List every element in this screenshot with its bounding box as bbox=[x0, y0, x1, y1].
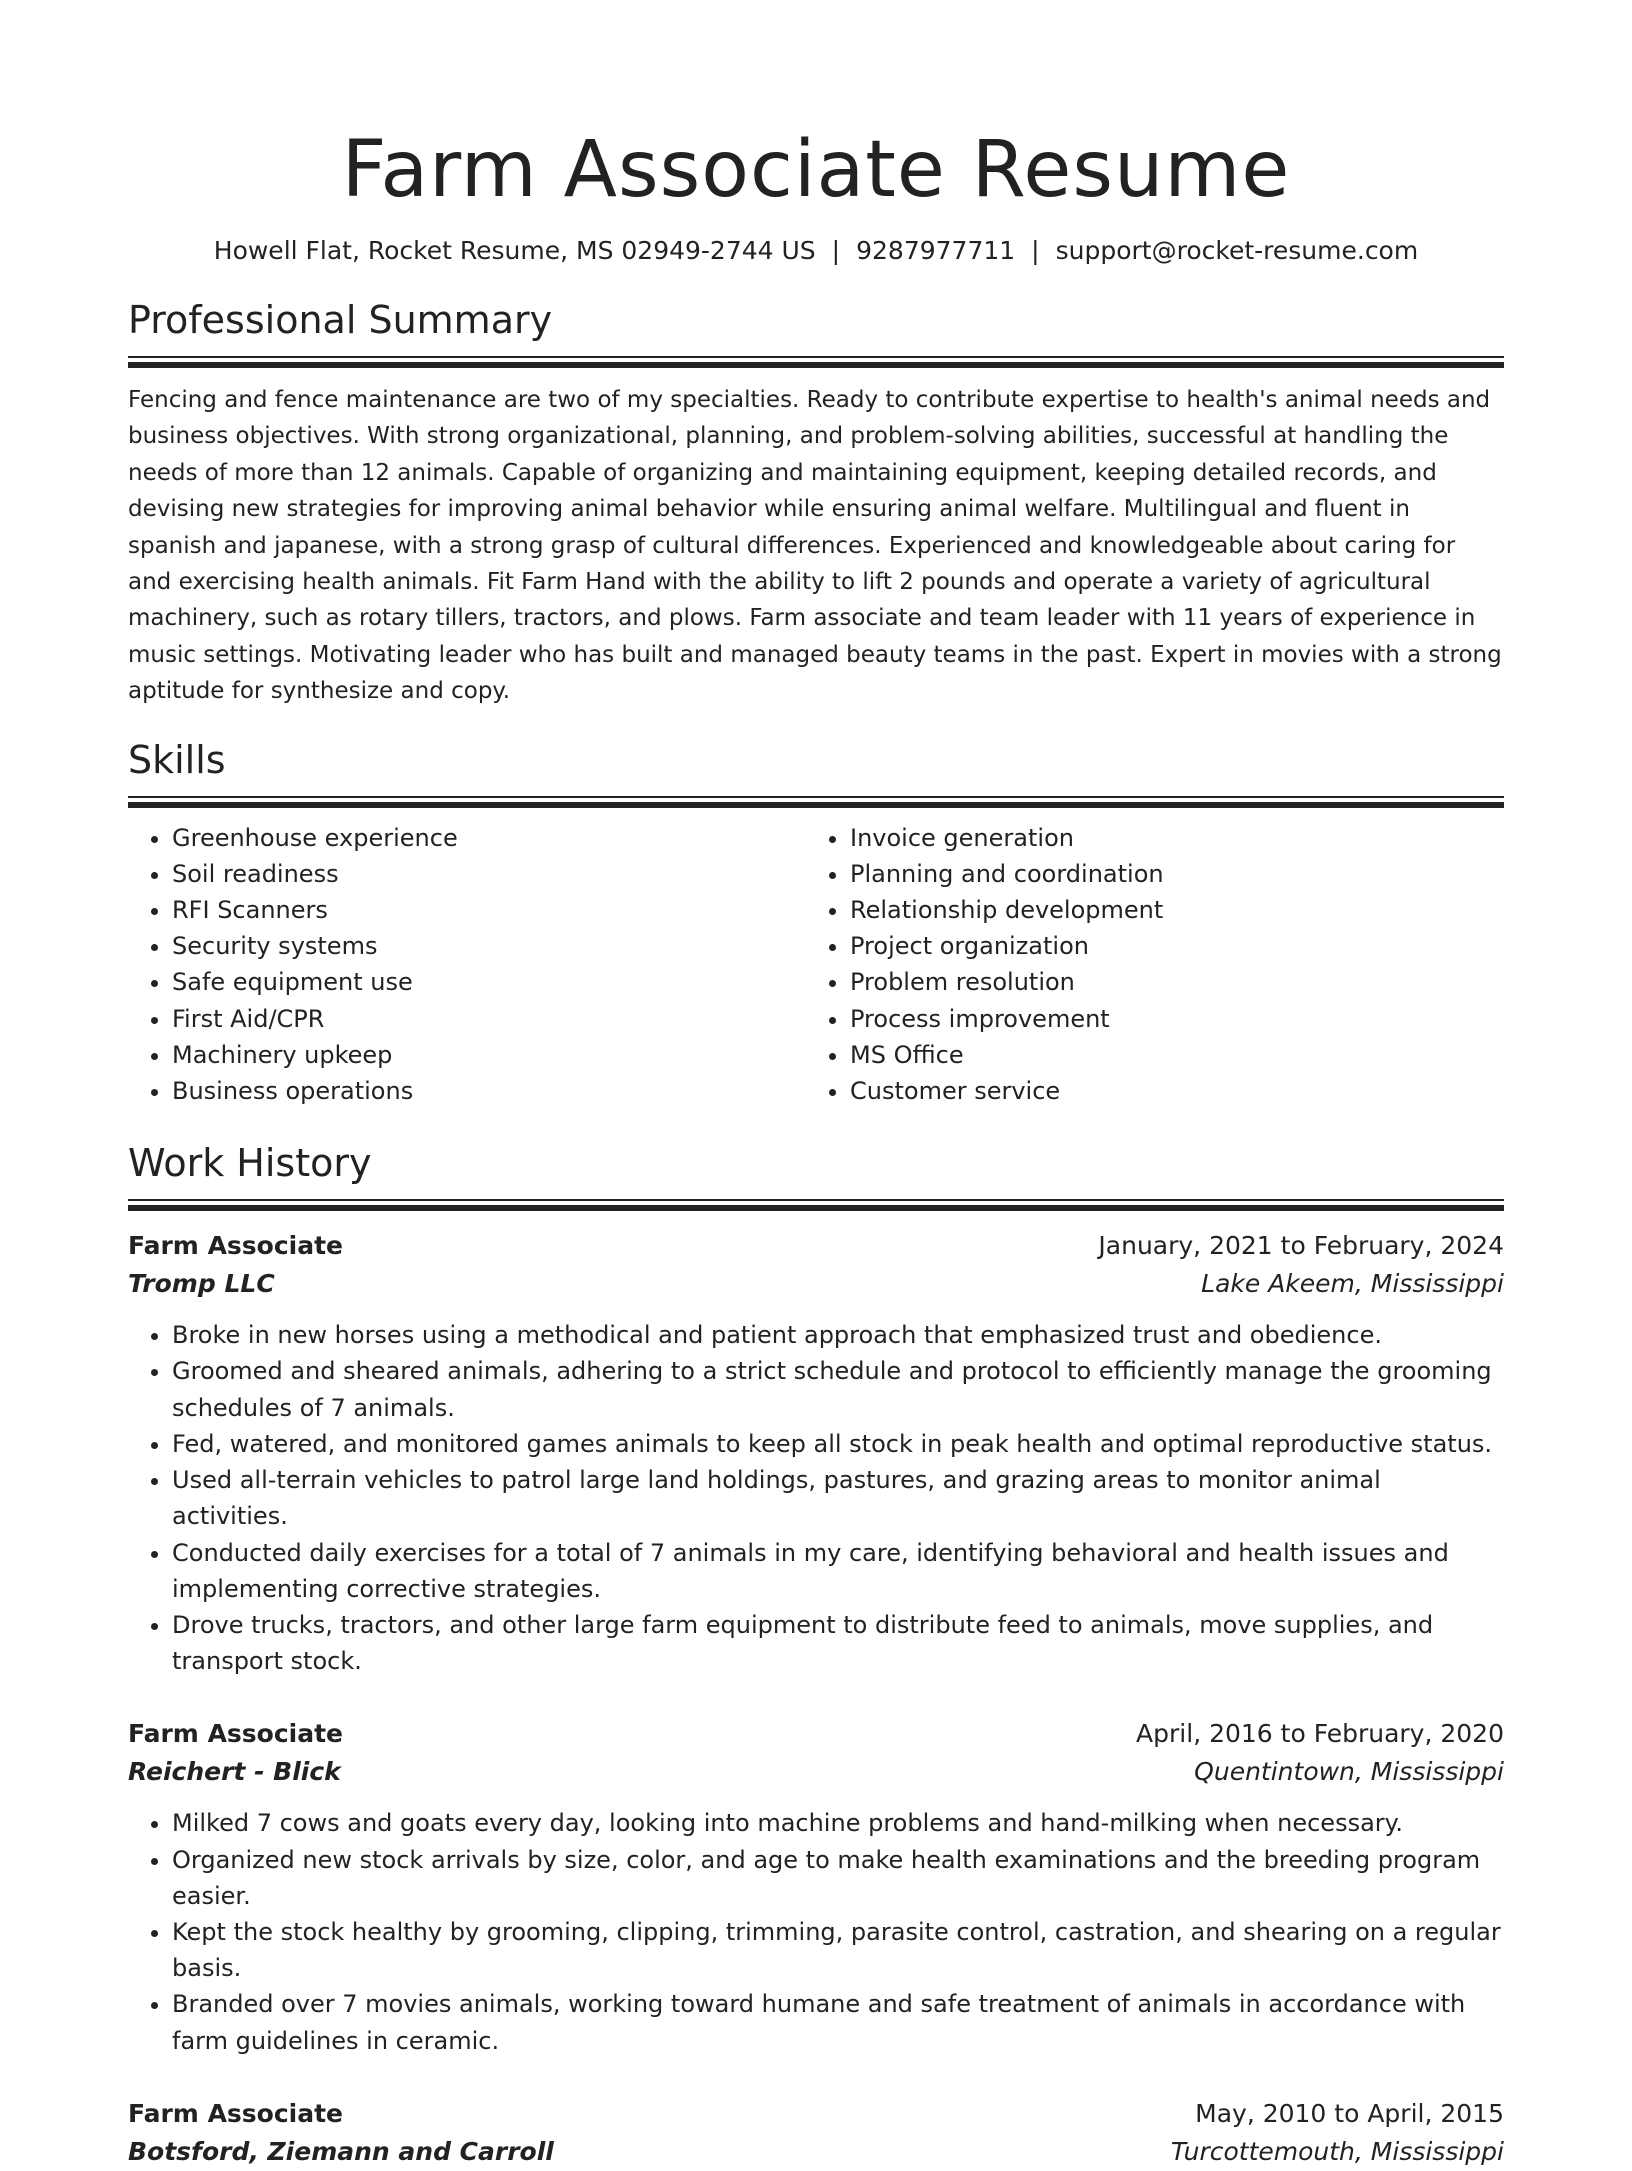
skill-item: • Process improvement bbox=[850, 1001, 1484, 1037]
job-title-row bbox=[128, 1715, 1504, 1753]
job-entry bbox=[128, 1227, 1504, 1679]
skill-item: • MS Office bbox=[850, 1037, 1484, 1073]
job-company: Reichert - Blick bbox=[128, 1757, 341, 1787]
contact-separator: | bbox=[1031, 236, 1040, 265]
job-company-row bbox=[128, 2133, 1504, 2171]
skill-item: • Project organization bbox=[850, 928, 1484, 964]
contact-line bbox=[128, 234, 1504, 268]
job-title: Farm Associate bbox=[128, 2098, 344, 2128]
job-bullet: • Kept the stock healthy by grooming, clipping, trimming, parasite control, castration, and shearing on a regular basis. bbox=[172, 1914, 1504, 1986]
job-bullet: • Organized new stock arrivals by size, color, and age to make health examinations and the breeding program easier. bbox=[172, 1842, 1504, 1914]
work-history-heading: Work History bbox=[128, 1141, 372, 1186]
job-location: Quentintown, Mississippi bbox=[1194, 1757, 1504, 1787]
job-location: Turcottemouth, Mississippi bbox=[1170, 2136, 1504, 2166]
summary-text: Fencing and fence maintenance are two of my specialties. Ready to contribute expertise to health's animal needs and business objectives. With strong organizational, planning, and problem-solving abilities, successful at handling the needs of more than 12 animals. Capable of organizing and maintaining equipment, keeping detailed records, and devising new strategies for improving animal behavior while ensuring animal welfare. Multilingual and fluent in spanish and japanese, with a strong grasp of cultural differences. Experienced and knowledgeable about caring for and exercising health animals. Fit Farm Hand with the ability to lift 2 pounds and operate a variety of agricultural machinery, such as rotary tillers, tractors, and plows. Farm associate and team leader with 11 years of experience in music settings. Motivating leader who has built and managed beauty teams in the past. Expert in movies with a strong aptitude for synthesize and copy. bbox=[128, 387, 1502, 705]
skills-list-right bbox=[806, 820, 1484, 1110]
skill-item: • Soil readiness bbox=[172, 856, 806, 892]
job-location: Lake Akeem, Mississippi bbox=[1201, 1269, 1504, 1299]
job-entry bbox=[128, 1715, 1504, 2058]
job-bullet: • Branded over 7 movies animals, working toward humane and safe treatment of animals in accordance with farm guidelines in ceramic. bbox=[172, 1986, 1504, 2058]
section-divider bbox=[128, 796, 1504, 808]
job-entry bbox=[128, 2095, 1504, 2171]
skills-grid bbox=[128, 820, 1504, 1110]
job-bullet: • Milked 7 cows and goats every day, looking into machine problems and hand-milking when necessary. bbox=[172, 1805, 1504, 1841]
resume-title: Farm Associate Resume bbox=[341, 125, 1291, 215]
job-bullet: • Fed, watered, and monitored games animals to keep all stock in peak health and optimal reproductive status. bbox=[172, 1426, 1504, 1462]
skill-item: • Relationship development bbox=[850, 892, 1484, 928]
skills-heading: Skills bbox=[128, 737, 226, 782]
skill-item: • Planning and coordination bbox=[850, 856, 1484, 892]
contact-phone: 9287977711 bbox=[856, 236, 1016, 265]
skill-item: • Greenhouse experience bbox=[172, 820, 806, 856]
job-dates: January, 2021 to February, 2024 bbox=[1098, 1231, 1504, 1261]
summary-heading: Professional Summary bbox=[128, 298, 553, 342]
section-divider bbox=[128, 1199, 1504, 1211]
section-divider bbox=[128, 356, 1504, 368]
job-dates: April, 2016 to February, 2020 bbox=[1136, 1719, 1504, 1749]
job-bullet: • Groomed and sheared animals, adhering to a strict schedule and protocol to efficiently manage the grooming schedules of 7 animals. bbox=[172, 1353, 1504, 1425]
skill-item: • Problem resolution bbox=[850, 964, 1484, 1000]
resume-page bbox=[128, 0, 1504, 2171]
job-bullets bbox=[128, 1317, 1504, 1679]
job-bullet: • Broke in new horses using a methodical and patient approach that emphasized trust and obedience. bbox=[172, 1317, 1504, 1353]
job-title: Farm Associate bbox=[128, 1231, 344, 1261]
job-bullet: • Drove trucks, tractors, and other large farm equipment to distribute feed to animals, move supplies, and transport stock. bbox=[172, 1607, 1504, 1679]
skills-list-left bbox=[128, 820, 806, 1110]
contact-email: support@rocket-resume.com bbox=[1055, 236, 1419, 265]
job-title: Farm Associate bbox=[128, 1719, 344, 1749]
job-title-row bbox=[128, 2095, 1504, 2133]
job-bullets bbox=[128, 1805, 1504, 2058]
job-bullet: • Used all-terrain vehicles to patrol large land holdings, pastures, and grazing areas to monitor animal activities. bbox=[172, 1462, 1504, 1534]
contact-address: Howell Flat, Rocket Resume, MS 02949-2744 US bbox=[213, 236, 816, 265]
job-title-row bbox=[128, 1227, 1504, 1265]
skill-item: • Customer service bbox=[850, 1073, 1484, 1109]
contact-separator: | bbox=[831, 236, 841, 265]
skill-item: • First Aid/CPR bbox=[172, 1001, 806, 1037]
skill-item: • Safe equipment use bbox=[172, 964, 806, 1000]
job-company: Tromp LLC bbox=[128, 1269, 275, 1299]
skill-item: • Business operations bbox=[172, 1073, 806, 1109]
job-bullet: • Conducted daily exercises for a total of 7 animals in my care, identifying behavioral and health issues and implementing corrective strategies. bbox=[172, 1535, 1504, 1607]
job-company-row bbox=[128, 1265, 1504, 1303]
skill-item: • Invoice generation bbox=[850, 820, 1484, 856]
job-company: Botsford, Ziemann and Carroll bbox=[128, 2136, 554, 2166]
skill-item: • RFI Scanners bbox=[172, 892, 806, 928]
job-dates: May, 2010 to April, 2015 bbox=[1195, 2098, 1504, 2128]
job-company-row bbox=[128, 1753, 1504, 1791]
skill-item: • Machinery upkeep bbox=[172, 1037, 806, 1073]
skill-item: • Security systems bbox=[172, 928, 806, 964]
